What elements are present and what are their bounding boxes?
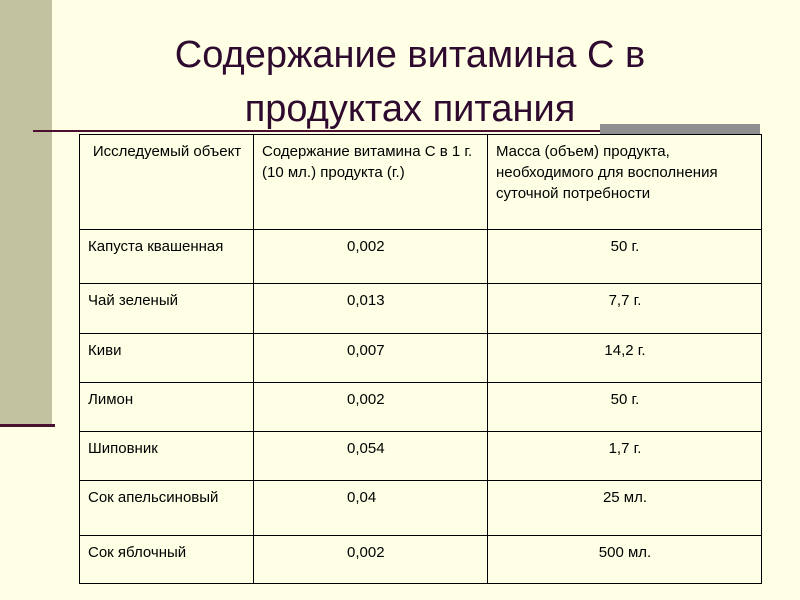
- cell-content: 0,013: [254, 284, 488, 333]
- vitamin-c-table: [79, 134, 762, 584]
- cell-object: Шиповник: [80, 432, 254, 481]
- cell-content: 0,002: [254, 382, 488, 431]
- cell-content: 0,002: [254, 535, 488, 583]
- cell-content: 0,007: [254, 333, 488, 382]
- cell-mass: 14,2 г.: [488, 333, 762, 382]
- left-accent-rule: [0, 424, 55, 427]
- cell-mass: 1,7 г.: [488, 432, 762, 481]
- cell-mass: 50 г.: [488, 230, 762, 284]
- cell-mass: 25 мл.: [488, 481, 762, 535]
- table-row: [80, 481, 762, 535]
- cell-mass: 500 мл.: [488, 535, 762, 583]
- title-underline: [33, 130, 610, 132]
- title-accent-block: [600, 124, 760, 134]
- cell-object: Чай зеленый: [80, 284, 254, 333]
- cell-object: Сок апельсиновый: [80, 481, 254, 535]
- left-accent-bar: [0, 0, 52, 425]
- header-object: Исследуемый объект: [80, 135, 254, 230]
- cell-mass: 7,7 г.: [488, 284, 762, 333]
- cell-object: Киви: [80, 333, 254, 382]
- table-header-row: [80, 135, 762, 230]
- table-row: [80, 382, 762, 431]
- cell-object: Лимон: [80, 382, 254, 431]
- cell-content: 0,054: [254, 432, 488, 481]
- cell-content: 0,04: [254, 481, 488, 535]
- slide-title: Содержание витамина С в продуктах питания: [174, 34, 646, 130]
- table-row: [80, 535, 762, 583]
- table-row: [80, 284, 762, 333]
- cell-object: Капуста квашенная: [80, 230, 254, 284]
- table-row: [80, 333, 762, 382]
- header-mass: Масса (объем) продукта, необходимого для восполнения суточной потребности: [488, 135, 762, 230]
- cell-mass: 50 г.: [488, 382, 762, 431]
- table-row: [80, 230, 762, 284]
- header-content: Содержание витамина С в 1 г. (10 мл.) продукта (г.): [254, 135, 488, 230]
- cell-object: Сок яблочный: [80, 535, 254, 583]
- cell-content: 0,002: [254, 230, 488, 284]
- table-row: [80, 432, 762, 481]
